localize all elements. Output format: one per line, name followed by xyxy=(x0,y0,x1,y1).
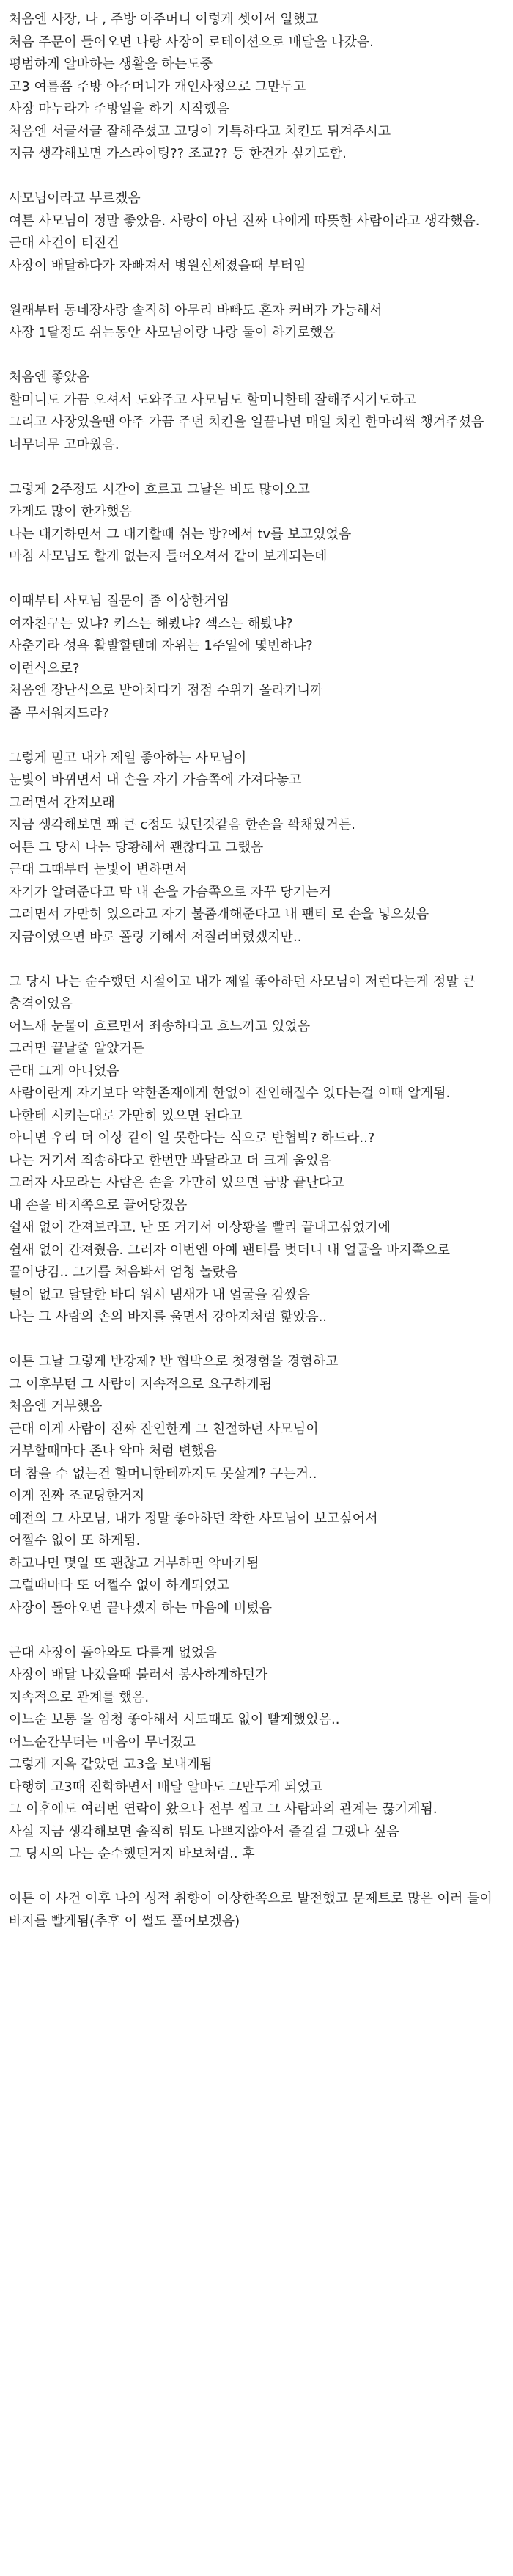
text-line: 근대 그때부터 눈빛이 변하면서 xyxy=(9,862,188,877)
text-line: 이게 진짜 조교당한거지 xyxy=(9,1488,145,1504)
text-line: 처음엔 장난식으로 받아치다가 점점 수위가 올라가니까 xyxy=(9,683,323,698)
text-line: 이때부터 사모님 질문이 좀 이상한거임 xyxy=(9,593,230,609)
paragraph-gap xyxy=(9,277,495,300)
text-line: 처음엔 사장, 나 , 주방 아주머니 이렇게 셋이서 일했고 xyxy=(9,12,319,27)
text-line: 다행히 고3때 진학하면서 배달 알바도 그만두게 되었고 xyxy=(9,1779,323,1795)
paragraph xyxy=(9,1642,495,1866)
text-line: 처음 주문이 들어오면 나랑 사장이 로테이션으로 배달을 나갔음. xyxy=(9,34,374,50)
paragraph xyxy=(9,479,495,568)
text-line: 너무너무 고마웠음. xyxy=(9,436,119,453)
text-line: 그리고 사장있을땐 아주 가끔 주던 치킨을 일끝나면 매일 치킨 한마리씩 챙겨주셨음 xyxy=(9,414,484,430)
paragraph-gap xyxy=(9,1329,495,1352)
text-line: 할머니도 가끔 오셔서 도와주고 사모님도 할머니한테 잘해주시기도하고 xyxy=(9,392,416,408)
text-line: 이런식으로? xyxy=(9,660,80,676)
paragraph-gap xyxy=(9,725,495,747)
paragraph xyxy=(9,1888,495,1933)
text-line: 그러면 끝날줄 알았거든 xyxy=(9,1041,145,1056)
text-line: 근대 사건이 터진건 xyxy=(9,235,119,251)
paragraph xyxy=(9,1351,495,1620)
text-line: 자기가 알려준다고 막 내 손을 가슴쪽으로 자꾸 당기는거 xyxy=(9,884,331,900)
text-line: 나는 대기하면서 그 대기할때 쉬는 방?에서 tv를 보고있었음 xyxy=(9,526,352,542)
text-line: 더 참을 수 없는건 할머니한테까지도 못살게? 구는거.. xyxy=(9,1466,317,1482)
text-line: 처음엔 서글서글 잘해주셨고 고딩이 기특하다고 치킨도 튀겨주시고 xyxy=(9,123,391,139)
text-line: 여튼 사모님이 정말 좋았음. 사랑이 아닌 진짜 나에게 따뜻한 사람이라고 생각했음. xyxy=(9,213,480,229)
text-line: 그렇게 2주정도 시간이 흐르고 그날은 비도 많이오고 xyxy=(9,481,310,497)
text-line: 지금이였으면 바로 폴링 기해서 저질러버렸겠지만.. xyxy=(9,929,302,945)
paragraph xyxy=(9,971,495,1329)
text-line: 이느순 보통 을 엄청 좋아해서 시도때도 없이 빨게했었음.. xyxy=(9,1712,340,1727)
text-line: 하고나면 몇일 또 괜찮고 거부하면 악마가됨 xyxy=(9,1555,259,1571)
text-line: 지금 생각해보면 가스라이팅?? 조교?? 등 한건가 싶기도함. xyxy=(9,146,347,161)
text-line: 마침 사모님도 할게 없는지 들어오셔서 같이 보게되는데 xyxy=(9,549,328,564)
paragraph-gap xyxy=(9,948,495,971)
text-line: 그럴때마다 또 어쩔수 없이 하게되었고 xyxy=(9,1578,230,1593)
text-line: 사춘기라 성욕 활발할텐데 자위는 1주일에 몇번하냐? xyxy=(9,638,313,654)
text-line: 그러면서 가만히 있으라고 자기 불좀개해준다고 내 팬티 로 손을 넣으셨음 xyxy=(9,907,429,922)
paragraph-gap xyxy=(9,166,495,189)
text-line: 가게도 많이 한가했음 xyxy=(9,504,132,519)
text-line: 지금 생각해보면 꽤 큰 c정도 됬던것같음 한손을 꽉채웠거든. xyxy=(9,817,355,833)
paragraph-gap xyxy=(9,1866,495,1889)
text-line: 그렇게 지옥 같았던 고3을 보내게됨 xyxy=(9,1757,213,1772)
paragraph-gap xyxy=(9,456,495,479)
text-line: 여자친구는 있냐? 키스는 해봤냐? 섹스는 해봤냐? xyxy=(9,615,293,632)
text-line: 여튼 이 사건 이후 나의 성적 취향이 이상한쪽으로 발전했고 문제트로 많은 여러 들이 바지를 빨게됨(추후 이 썰도 풀어보겠음) xyxy=(9,1891,492,1929)
text-line: 평범하게 알바하는 생활을 하는도중 xyxy=(9,56,213,72)
text-line: 털이 없고 달달한 바디 워시 냄새가 내 얼굴을 감쌌음 xyxy=(9,1287,310,1303)
paragraph xyxy=(9,747,495,949)
paragraph xyxy=(9,367,495,456)
text-line: 그러자 사모라는 사람은 손을 가만히 있으면 금방 끝난다고 xyxy=(9,1175,344,1190)
text-line: 고3 여름쯤 주방 아주머니가 개인사정으로 그만두고 xyxy=(9,78,306,95)
text-line: 사장이 배달하다가 자빠져서 병원신세졌을때 부터임 xyxy=(9,257,306,274)
text-line: 지속적으로 관계를 했음. xyxy=(9,1689,150,1705)
text-line: 여튼 그날 그렇게 반강제? 반 협박으로 첫경험을 경험하고 xyxy=(9,1354,339,1369)
text-line: 근대 그게 아니었음 xyxy=(9,1063,119,1079)
text-line: 그 당시의 나는 순수했던거지 바보처럼.. 후 xyxy=(9,1846,255,1862)
text-line: 사장 마누라가 주방일을 하기 시작했음 xyxy=(9,101,230,117)
text-line: 그 이후에도 여러번 연락이 왔으나 전부 씹고 그 사람과의 관계는 끊기게됨. xyxy=(9,1801,438,1817)
text-line: 그 당시 나는 순수했던 시절이고 내가 제일 좋아하던 사모님이 저런다는게 정말 큰 충격이었음 xyxy=(9,973,476,1011)
text-line: 어느순간부터는 마음이 무너졌고 xyxy=(9,1734,196,1750)
text-line: 거부할때마다 존나 악마 처럼 변했음 xyxy=(9,1443,217,1459)
text-line: 어느새 눈물이 흐르면서 죄송하다고 흐느끼고 있었음 xyxy=(9,1018,311,1034)
text-line: 그렇게 믿고 내가 제일 좋아하는 사모님이 xyxy=(9,750,247,766)
text-line: 나는 그 사람의 손의 바지를 울면서 강아지처럼 핥았음.. xyxy=(9,1309,328,1325)
text-line: 사장 1달정도 쉬는동안 사모님이랑 나랑 둘이 하기로했음 xyxy=(9,325,336,340)
text-line: 쉴새 없이 간져줬음. 그러자 이번엔 아예 팬티를 벗더니 내 얼굴을 바지쪽으로 끌어당김.. 그기를 처음봐서 엄청 놀랐음 xyxy=(9,1242,450,1280)
text-line: 눈빛이 바뀌면서 내 손을 자기 가슴쪽에 가져다놓고 xyxy=(9,772,302,788)
text-line: 사모님이라고 부르겠음 xyxy=(9,191,141,206)
paragraph xyxy=(9,300,495,345)
text-line: 원래부터 동네장사랑 솔직히 아무리 바빠도 혼자 커버가 가능해서 xyxy=(9,302,383,318)
text-line: 내 손을 바지쪽으로 끌어당겼음 xyxy=(9,1197,188,1213)
text-line: 그러면서 간져보래 xyxy=(9,794,115,811)
text-line: 좀 무서워지드라? xyxy=(9,705,109,721)
paragraph xyxy=(9,188,495,277)
text-line: 근대 이게 사람이 진짜 잔인한게 그 친절하던 사모님이 xyxy=(9,1421,319,1437)
text-line: 그 이후부턴 그 사람이 지속적으로 요구하게됨 xyxy=(9,1376,272,1392)
text-line: 쉴새 없이 간져보라고. 난 또 거기서 이상황을 빨리 끝내고싶었기에 xyxy=(9,1220,391,1235)
text-line: 사실 지금 생각해보면 솔직히 뭐도 나쁘지않아서 즐길걸 그랬나 싶음 xyxy=(9,1823,399,1840)
paragraph-gap xyxy=(9,345,495,367)
text-line: 여튼 그 당시 나는 당황해서 괜찮다고 그랬음 xyxy=(9,839,264,855)
paragraph-gap xyxy=(9,568,495,591)
text-line: 근대 사장이 돌아와도 다를게 없었음 xyxy=(9,1644,217,1661)
text-line: 처음엔 거부했음 xyxy=(9,1399,103,1414)
paragraph xyxy=(9,9,495,166)
text-line: 예전의 그 사모님, 내가 정말 좋아하던 착한 사모님이 보고싶어서 xyxy=(9,1510,378,1526)
text-line: 어쩔수 없이 또 하게됨. xyxy=(9,1533,141,1548)
text-line: 아니면 우리 더 이상 같이 일 못한다는 식으로 반협박? 하드라..? xyxy=(9,1130,375,1146)
text-line: 사람이란게 자기보다 약한존재에게 한없이 잔인해질수 있다는걸 이때 알게됨. xyxy=(9,1086,451,1101)
text-line: 나는 거기서 죄송하다고 한번만 봐달라고 더 크게 울었음 xyxy=(9,1152,331,1168)
text-line: 나한테 시키는대로 가만히 있으면 된다고 xyxy=(9,1108,243,1124)
paragraph xyxy=(9,590,495,725)
text-line: 처음엔 좋았음 xyxy=(9,370,90,385)
text-line: 사장이 돌아오면 끝나겠지 하는 마음에 버텼음 xyxy=(9,1600,272,1616)
text-line: 사장이 배달 나갔을때 불러서 봉사하게하던가 xyxy=(9,1667,268,1683)
paragraph-gap xyxy=(9,1620,495,1642)
